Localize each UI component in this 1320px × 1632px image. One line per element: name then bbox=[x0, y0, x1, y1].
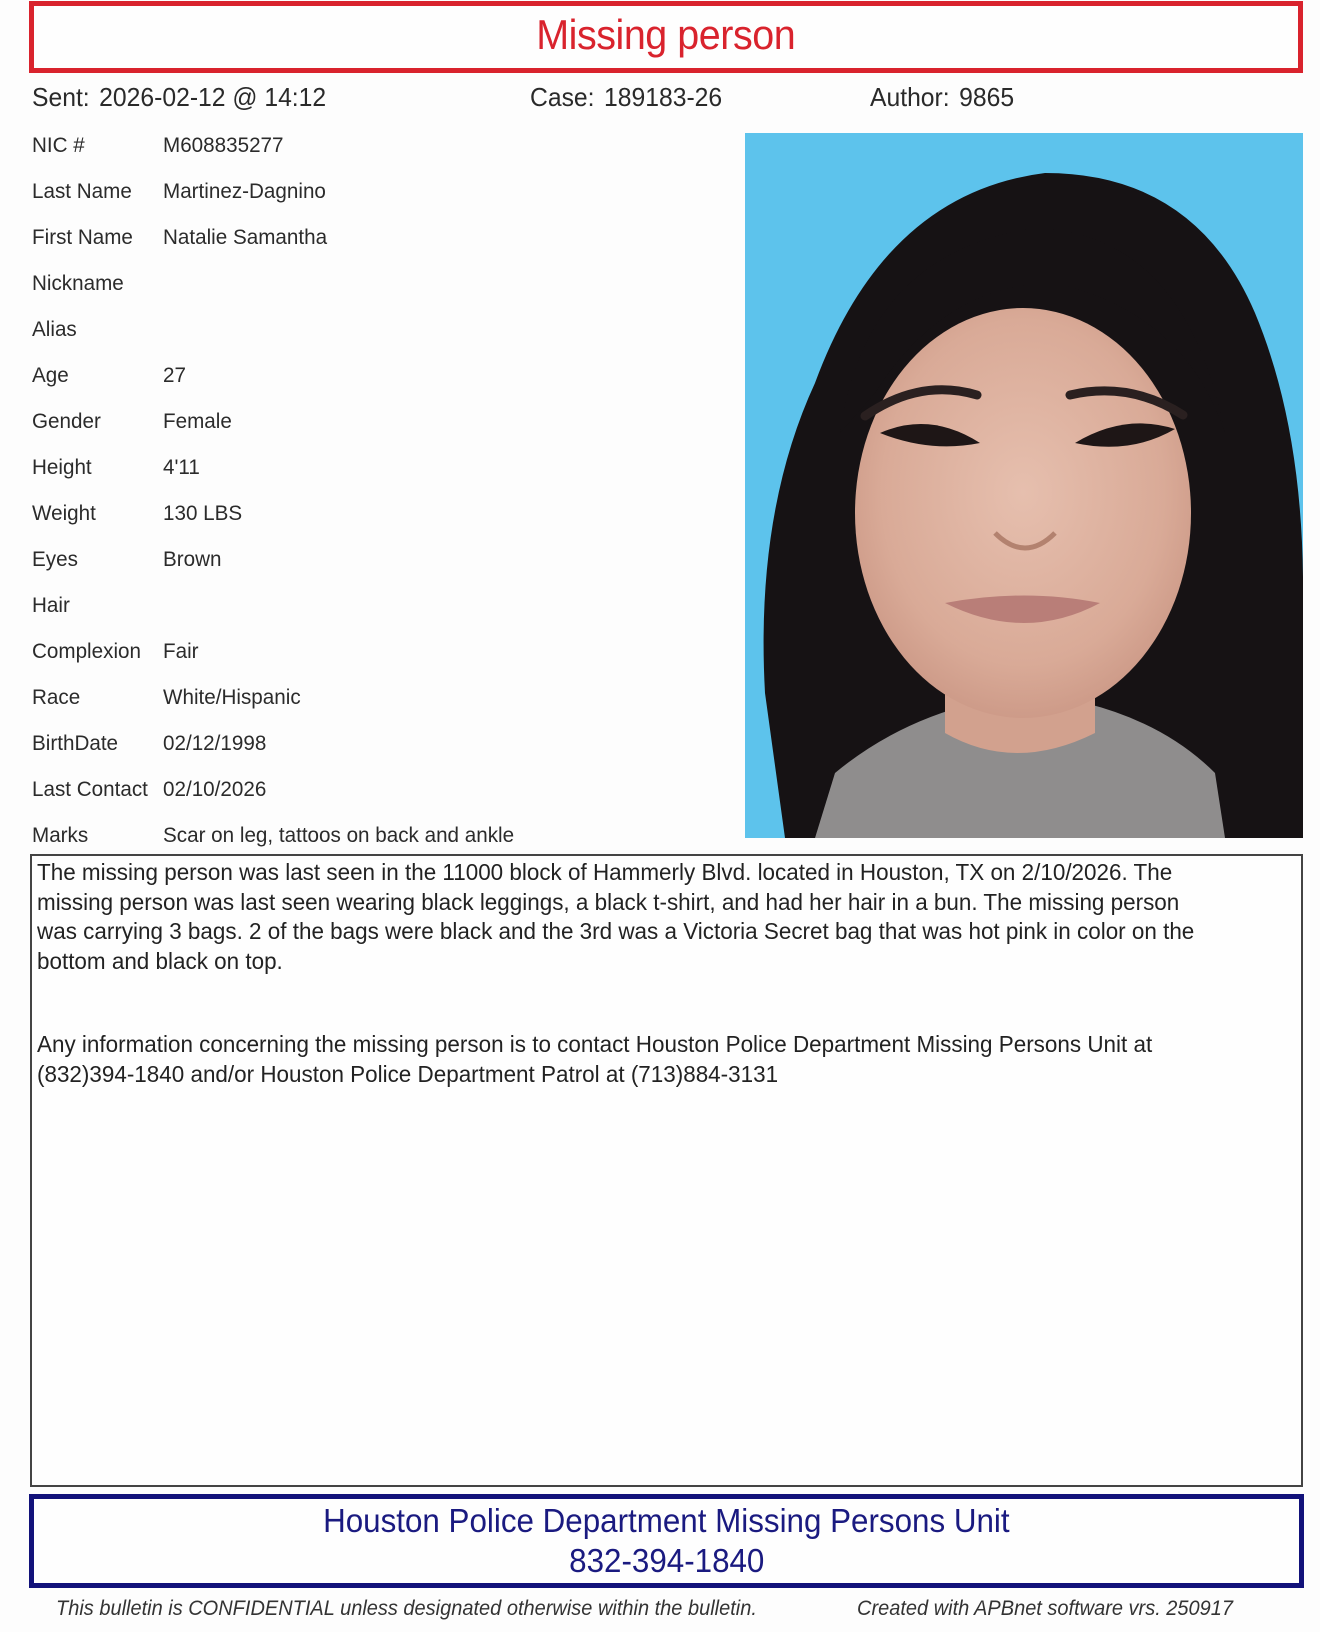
field-value: M608835277 bbox=[163, 132, 284, 157]
field-value: Natalie Samantha bbox=[163, 224, 328, 249]
field-value: Brown bbox=[163, 546, 222, 571]
person-details bbox=[32, 122, 732, 858]
field-row-birthdate bbox=[32, 720, 732, 766]
confidential-notice: This bulletin is CONFIDENTIAL unless designated otherwise within the bulletin. bbox=[56, 1596, 757, 1620]
field-row-first-name bbox=[32, 214, 732, 260]
field-row-race bbox=[32, 674, 732, 720]
field-label: Race bbox=[32, 684, 81, 709]
field-row-height bbox=[32, 444, 732, 490]
field-value: 02/12/1998 bbox=[163, 730, 267, 755]
field-row-complexion bbox=[32, 628, 732, 674]
field-label: Complexion bbox=[32, 638, 141, 663]
field-label: Weight bbox=[32, 500, 96, 525]
field-label: Last Contact bbox=[32, 776, 148, 801]
case-value: 189183-26 bbox=[604, 82, 723, 112]
field-value: 02/10/2026 bbox=[163, 776, 267, 801]
field-row-hair bbox=[32, 582, 732, 628]
author-value: 9865 bbox=[959, 82, 1015, 112]
sent-label: Sent: bbox=[32, 82, 90, 112]
field-label: BirthDate bbox=[32, 730, 119, 755]
field-label: Height bbox=[32, 454, 92, 479]
author-info bbox=[870, 82, 1014, 113]
field-label: First Name bbox=[32, 224, 133, 249]
field-value: Fair bbox=[163, 638, 199, 663]
contact-unit-name: Houston Police Department Missing Persons Unit bbox=[323, 1502, 1010, 1539]
field-label: Marks bbox=[32, 822, 89, 847]
field-row-nic bbox=[32, 122, 732, 168]
field-label: Gender bbox=[32, 408, 101, 433]
field-value: 130 LBS bbox=[163, 500, 243, 525]
field-value: Female bbox=[163, 408, 232, 433]
field-row-weight bbox=[32, 490, 732, 536]
field-row-nickname bbox=[32, 260, 732, 306]
contact-banner bbox=[29, 1494, 1304, 1588]
field-row-last-name bbox=[32, 168, 732, 214]
software-credit: Created with APBnet software vrs. 250917 bbox=[857, 1596, 1234, 1620]
field-label: Alias bbox=[32, 316, 77, 341]
bulletin-title-banner bbox=[29, 1, 1303, 73]
description-box bbox=[30, 854, 1303, 1487]
field-row-marks bbox=[32, 812, 732, 858]
person-photo bbox=[745, 133, 1303, 838]
field-label: Last Name bbox=[32, 178, 132, 203]
description-paragraph-contact: Any information concerning the missing person is to contact Houston Police Department Missing Persons Unit at (832)394-1840 and/or Houston Police Department Patrol at (713)884-3131 bbox=[37, 1031, 1153, 1087]
field-label: NIC # bbox=[32, 132, 85, 157]
field-label: Hair bbox=[32, 592, 70, 617]
field-value: White/Hispanic bbox=[163, 684, 301, 709]
person-photo-icon bbox=[745, 133, 1303, 838]
field-value: 4'11 bbox=[163, 454, 200, 479]
case-label: Case: bbox=[530, 82, 595, 112]
field-value: Scar on leg, tattoos on back and ankle bbox=[163, 822, 515, 847]
field-row-eyes bbox=[32, 536, 732, 582]
bulletin-title: Missing person bbox=[536, 11, 796, 58]
field-value: 27 bbox=[163, 362, 186, 387]
sent-info bbox=[32, 82, 326, 113]
description-paragraph-last-seen: The missing person was last seen in the 11000 block of Hammerly Blvd. located in Houston, TX on 2/10/2026. The missing person was last seen wearing black leggings, a black t-shirt, and had her hair in a bun. The missing person was carrying 3 bags. 2 of the bags were black and the 3rd was a Victoria Secret bag that was hot pink in color on the bottom and black on top. bbox=[37, 859, 1195, 974]
field-label: Eyes bbox=[32, 546, 78, 571]
case-info bbox=[530, 82, 722, 113]
field-row-age bbox=[32, 352, 732, 398]
field-value: Martinez-Dagnino bbox=[163, 178, 326, 203]
author-label: Author: bbox=[870, 82, 950, 112]
field-row-last-contact bbox=[32, 766, 732, 812]
contact-phone: 832-394-1840 bbox=[568, 1542, 765, 1579]
field-row-gender bbox=[32, 398, 732, 444]
sent-value: 2026-02-12 @ 14:12 bbox=[99, 82, 327, 112]
field-label: Nickname bbox=[32, 270, 124, 295]
field-row-alias bbox=[32, 306, 732, 352]
field-label: Age bbox=[32, 362, 69, 387]
